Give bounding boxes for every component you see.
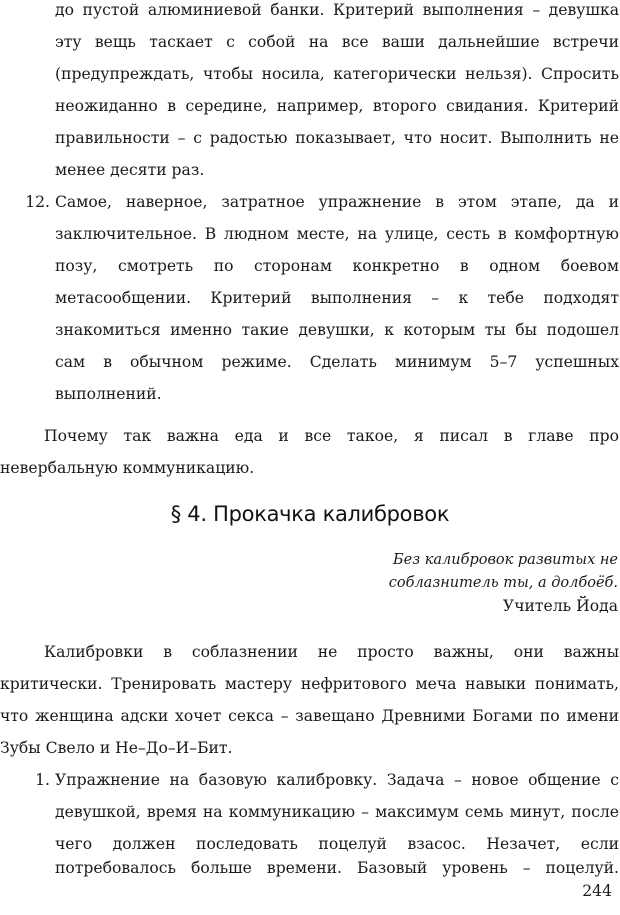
text-line: Самое, наверное, затратное упражнение в этом этапе, да и [55, 193, 619, 211]
text-line: (предупреждать, чтобы носила, категорически нельзя). Спросить [55, 65, 619, 83]
text-line: Упражнение на базовую калибровку. Задача – новое общение с [55, 771, 619, 789]
text-line: заключительное. В людном месте, на улице, сесть в комфортную [55, 225, 619, 243]
text-line: правильности – с радостью показывает, что носит. Выполнить не [55, 129, 619, 147]
text-line: девушкой, время на коммуникацию – максимум семь минут, после [55, 803, 619, 821]
paragraph-line: Калибровки в соблазнении не просто важны, они важны [44, 643, 619, 661]
text-line: чего должен последовать поцелуй взасос. Незачет, если [55, 835, 619, 853]
text-line: выполнений. [55, 385, 162, 403]
paragraph-line: критически. Тренировать мастеру нефритового меча навыки понимать, [0, 675, 619, 693]
text-line: позу, смотреть по сторонам конкретно в одном боевом [55, 257, 619, 275]
list-number: 12. [25, 193, 50, 211]
text-line: метасообщении. Критерий выполнения – к тебе подходят [55, 289, 619, 307]
epigraph-line: соблазнитель ты, а долбоёб. [388, 575, 618, 591]
page-number: 244 [582, 882, 612, 900]
paragraph-line: Зубы Свело и Не–До–И–Бит. [0, 739, 233, 757]
text-line: до пустой алюминиевой банки. Критерий выполнения – девушка [55, 1, 619, 19]
text-line: сам в обычном режиме. Сделать минимум 5–7 успешных [55, 353, 619, 371]
epigraph-line: Без калибровок развитых не [392, 552, 618, 568]
text-line: менее десяти раз. [55, 161, 205, 179]
text-line: неожиданно в середине, например, второго свидания. Критерий [55, 97, 619, 115]
epigraph-author: Учитель Йода [502, 597, 618, 615]
list-number: 1. [35, 771, 50, 789]
section-heading: § 4. Прокачка калибровок [170, 502, 450, 526]
paragraph-line: Почему так важна еда и все такое, я писал в главе про [44, 427, 619, 445]
text-line: знакомиться именно такие девушки, к которым ты бы подошел [55, 321, 619, 339]
text-line: эту вещь таскает с собой на все ваши дальнейшие встречи [55, 33, 619, 51]
text-line: потребовалось больше времени. Базовый уровень – поцелуй. [55, 859, 619, 877]
paragraph-line: что женщина адски хочет секса – завещано Древними Богами по имени [0, 707, 619, 725]
paragraph-line: невербальную коммуникацию. [0, 459, 255, 477]
